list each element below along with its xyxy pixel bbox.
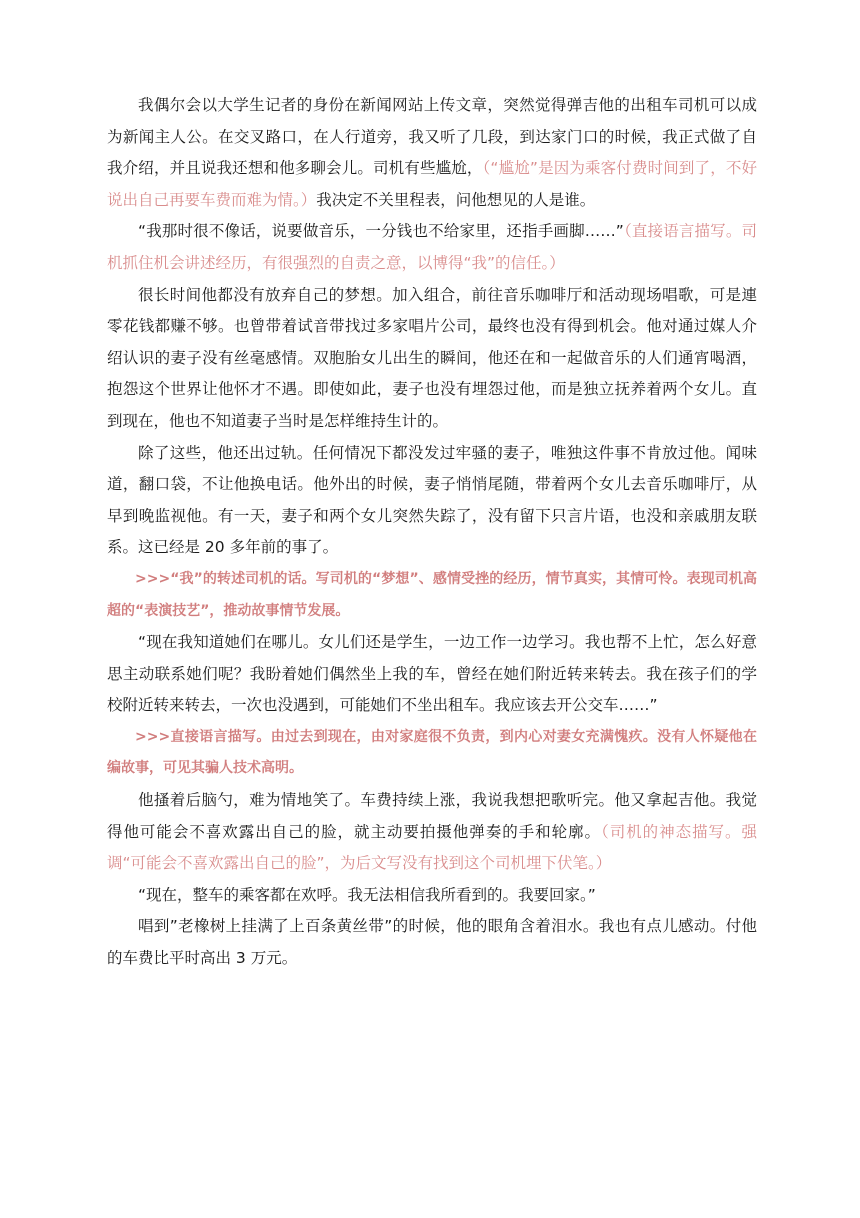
paragraph-4	[107, 438, 757, 564]
paragraph-5	[107, 627, 757, 722]
paragraph-text: “我那时很不像话，说要做音乐，一分钱也不给家里，还指手画脚……”	[138, 222, 624, 241]
document-page	[107, 90, 757, 975]
paragraph-text: 唱到”老橡树上挂满了上百条黄丝带”的时候，他的眼角含着泪水。我也有点儿感动。付他的车费比平时高出 3 万元。	[107, 917, 757, 968]
commentary-block-2: >>>直接语言描写。由过去到现在，由对家庭很不负责，到内心对妻女充满愧疚。没有人怀疑他在编故事，可见其骗人技术高明。	[107, 728, 757, 777]
paragraph-text: 我偶尔会以大学生记者的身份在新闻网站上传文章，突然觉得弹吉他的出租车司机可以成为新闻主人公。在交叉路口，在人行道旁，我又听了几段，到达家门口的时候，我正式做了自我介绍，并且说我还想和他多聊会儿。司机有些尴尬，	[107, 96, 757, 178]
paragraph-3	[107, 280, 757, 438]
annotation-note: （直接语言描写。司机抓住机会讲述经历，有很强烈的自责之意，以博得“我”的信任。）	[107, 222, 757, 272]
paragraph-8	[107, 911, 757, 974]
paragraph-7	[107, 880, 757, 912]
paragraph-1	[107, 90, 757, 216]
paragraph-2	[107, 216, 757, 279]
paragraph-6	[107, 785, 757, 880]
paragraph-text: 很长时间他都没有放弃自己的梦想。加入组合，前往音乐咖啡厅和活动现场唱歌，可是連零花钱都赚不够。也曾带着试音带找过多家唱片公司，最终也没有得到机会。他对通过媒人介绍认识的妻子没有丝毫感情。双胞胎女儿出生的瞬间，他还在和一起做音乐的人们通宵喝酒，抱怨这个世界让他怀才不遇。即使如此，妻子也没有埋怨过他，而是独立抚养着两个女儿。直到现在，他也不知道妻子当时是怎样维持生计的。	[107, 285, 757, 430]
paragraph-text-tail: 我决定不关里程表，问他想见的人是谁。	[316, 190, 596, 209]
paragraph-text: “现在我知道她们在哪儿。女儿们还是学生，一边工作一边学习。我也帮不上忙，怎么好意思主动联系她们呢？我盼着她们偶然坐上我的车，曾经在她们附近转来转去。我在孩子们的学校附近转来转去，一次也没遇到，可能她们不坐出租车。我应该去开公交车……”	[107, 633, 757, 715]
paragraph-text: 他搔着后脑勺，难为情地笑了。车费持续上涨，我说我想把歌听完。他又拿起吉他。我觉得他可能会不喜欢露出自己的脸，就主动要拍摄他弹奏的手和轮廓。	[107, 791, 757, 841]
paragraph-text: 除了这些，他还出过轨。任何情况下都没发过牢骚的妻子，唯独这件事不肯放过他。闻味道，翻口袋，不让他换电话。他外出的时候，妻子悄悄尾随，带着两个女儿去音乐咖啡厅，从早到晚监视他。有一天，妻子和两个女儿突然失踪了，没有留下只言片语，也没和亲戚朋友联系。这已经是 20 多年前的事了。	[107, 443, 757, 557]
annotation-note: （“尴尬”是因为乘客付费时间到了，不好说出自己再要车费而难为情。）	[107, 159, 757, 209]
annotation-note: （司机的神态描写。强调“可能会不喜欢露出自己的脸”，为后文写没有找到这个司机埋下伏笔。）	[107, 822, 757, 873]
paragraph-text: “现在，整车的乘客都在欢呼。我无法相信我所看到的。我要回家。”	[138, 885, 596, 904]
commentary-block-1: >>>“我”的转述司机的话。写司机的“梦想”、感情受挫的经历，情节真实，其情可怜。表现司机高超的“表演技艺”，推动故事情节发展。	[107, 570, 757, 619]
